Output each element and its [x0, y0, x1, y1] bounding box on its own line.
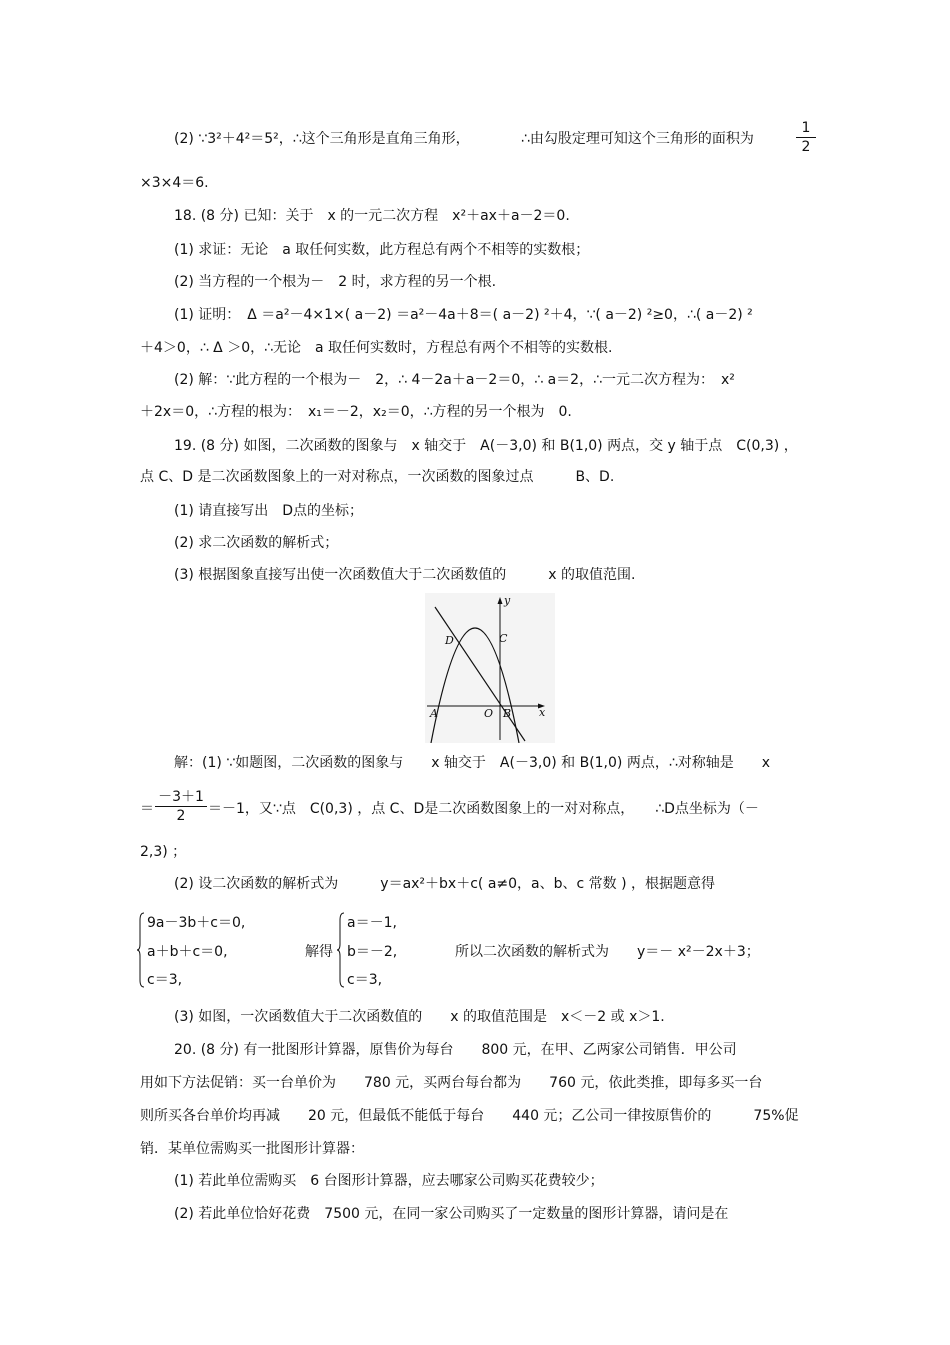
- fraction-numerator: －3＋1: [158, 789, 204, 805]
- line-q18-proof-a: (1) 证明： Δ ＝a²－4×1×( a－2) ＝a²－4a＋8＝( a－2) ²＋4，∵( a－2) ²≥0，∴( a－2) ²: [174, 307, 753, 323]
- line-q19-sol-3: (3) 如图，一次函数值大于二次函数值的 x 的取值范围是 x＜－2 或 x＞1.: [174, 1009, 665, 1025]
- system2-eq2: b＝－2,: [347, 944, 398, 960]
- system-brace-left: [137, 912, 145, 988]
- line-q17-area: ×3×4＝6.: [140, 175, 209, 191]
- system-brace-right: [337, 912, 345, 988]
- line-q18-sol-b: ＋2x＝0，∴方程的根为： x₁＝－2，x₂＝0，∴方程的另一个根为 0.: [140, 404, 572, 420]
- line-q17-2b: ∴由勾股定理可知这个三角形的面积为: [521, 131, 754, 147]
- line-q19-sol-2a: (2) 设二次函数的解析式为 y＝ax²＋bx＋c( a≠0，a、b、c 常数 ) ，根据题意得: [174, 876, 716, 892]
- fraction-denominator: 2: [155, 806, 207, 825]
- line-q19-stem-a: 19. (8 分) 如图，二次函数的图象与 x 轴交于 A(－3,0) 和 B(1,0) 两点，交 y 轴于点 C(0,3) ，: [174, 438, 798, 454]
- line-q20-a: 20. (8 分) 有一批图形计算器，原售价为每台 800 元，在甲、乙两家公司销售．甲公司: [174, 1042, 737, 1058]
- label-a: A: [430, 707, 438, 720]
- line-q19-3: (3) 根据图象直接写出使一次函数值大于二次函数值的 x 的取值范围.: [174, 567, 636, 583]
- system2-eq1: a＝－1,: [347, 915, 397, 931]
- fraction-numerator: 1: [801, 120, 811, 136]
- line-q19-1: (1) 请直接写出 D点的坐标；: [174, 503, 364, 519]
- label-o: O: [484, 707, 494, 720]
- line-q20-d: 销．某单位需购买一批图形计算器：: [140, 1141, 364, 1157]
- line-q20-c: 则所买各台单价均再减 20 元，但最低不能低于每台 440 元；乙公司一律按原售价的 75%促: [140, 1108, 799, 1124]
- line-q18-1: (1) 求证：无论 a 取任何实数，此方程总有两个不相等的实数根；: [174, 242, 590, 258]
- label-c: C: [499, 632, 508, 645]
- quadratic-result: 所以二次函数的解析式为 y＝－ x²－2x＋3；: [455, 944, 760, 960]
- line-q20-b: 用如下方法促销：买一台单价为 780 元，买两台每台都为 760 元，依此类推，即每多买一台: [140, 1075, 763, 1091]
- label-x: x: [539, 706, 546, 719]
- line-q19-2: (2) 求二次函数的解析式；: [174, 535, 339, 551]
- fraction-denominator: 2: [796, 137, 816, 156]
- line-q19-sol-1b: ＝－1，又∵点 C(0,3) ，点 C、D是二次函数图象上的一对对称点， ∴D点坐标为（－: [208, 801, 759, 817]
- line-q18-sol-a: (2) 解：∵此方程的一个根为－ 2，∴ 4－2a＋a－2＝0，∴ a＝2，∴一元二次方程为： x²: [174, 372, 735, 388]
- line-q18-2: (2) 当方程的一个根为－ 2 时，求方程的另一个根.: [174, 274, 497, 290]
- fraction-half: [796, 119, 816, 156]
- line-q18-proof-b: ＋4＞0，∴ Δ ＞0，∴无论 a 取任何实数时，方程总有两个不相等的实数根.: [140, 340, 613, 356]
- line-q19-sol-1a: 解：(1) ∵如题图，二次函数的图象与 x 轴交于 A(－3,0) 和 B(1,0) 两点，∴对称轴是 x: [174, 755, 771, 771]
- label-b: B: [503, 707, 512, 720]
- line-q17-2a: (2) ∵3²＋4²＝5²，∴这个三角形是直角三角形，: [174, 131, 470, 147]
- line-q20-2: (2) 若此单位恰好花费 7500 元，在同一家公司购买了一定数量的图形计算器，请问是在: [174, 1206, 729, 1222]
- line-q18-stem: 18. (8 分) 已知：关于 x 的一元二次方程 x²＋ax＋a－2＝0.: [174, 208, 570, 224]
- system2-eq3: c＝3,: [347, 972, 383, 988]
- parabola-figure: [425, 593, 555, 743]
- line-q19-stem-b: 点 C、D 是二次函数图象上的一对对称点，一次函数的图象过点 B、D.: [140, 469, 615, 485]
- line-q19-sol-1c: 2,3) ；: [140, 844, 187, 860]
- fraction-axis: [155, 788, 207, 825]
- line-q20-1: (1) 若此单位需购买 6 台图形计算器，应去哪家公司购买花费较少；: [174, 1173, 604, 1189]
- system1-eq1: 9a－3b＋c＝0,: [147, 915, 246, 931]
- system1-eq2: a＋b＋c＝0,: [147, 944, 228, 960]
- label-y: y: [504, 594, 511, 607]
- line-q19-sol-1b-eq: ＝: [140, 801, 154, 817]
- system1-eq3: c＝3,: [147, 972, 183, 988]
- solve-label: 解得: [305, 944, 333, 960]
- label-d: D: [445, 634, 454, 647]
